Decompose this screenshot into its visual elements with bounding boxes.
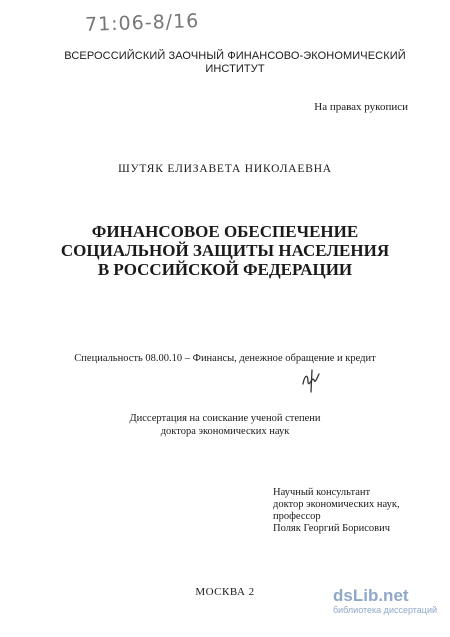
advisor-block bbox=[273, 487, 400, 535]
rights-note: На правах рукописи bbox=[314, 101, 408, 113]
author-name: ШУТЯК ЕЛИЗАВЕТА НИКОЛАЕВНА bbox=[118, 163, 332, 175]
city-year: МОСКВА 2 bbox=[195, 586, 255, 598]
handwritten-note: 71:06-8/16 bbox=[84, 10, 200, 36]
advisor-line: Научный консультант bbox=[273, 487, 371, 498]
dissertation-title: ФИНАНСОВОЕ ОБЕСПЕЧЕНИЕ СОЦИАЛЬНОЙ ЗАЩИТЫ НАСЕЛЕНИЯ В РОССИЙСКОЙ ФЕДЕРАЦИИ bbox=[60, 222, 390, 279]
advisor-line: профессор bbox=[273, 511, 321, 522]
watermark-brand: dsLib.net bbox=[333, 586, 409, 605]
dissertation-info bbox=[0, 412, 450, 438]
watermark-logo bbox=[333, 586, 448, 616]
dissertation-line: доктора экономических наук bbox=[160, 426, 290, 437]
dissertation-line: Диссертация на соискание ученой степени bbox=[129, 413, 321, 424]
advisor-line: Поляк Георгий Борисович bbox=[273, 523, 391, 534]
institute-name: ВСЕРОССИЙСКИЙ ЗАОЧНЫЙ ФИНАНСОВО-ЭКОНОМИЧЕСКИЙ ИНСТИТУТ bbox=[64, 50, 406, 75]
signature-mark bbox=[300, 366, 324, 394]
specialty-line: Специальность 08.00.10 – Финансы, денежное обращение и кредит bbox=[74, 353, 376, 364]
advisor-line: доктор экономических наук, bbox=[273, 499, 400, 510]
watermark-subtitle: библиотека диссертаций bbox=[333, 605, 438, 615]
